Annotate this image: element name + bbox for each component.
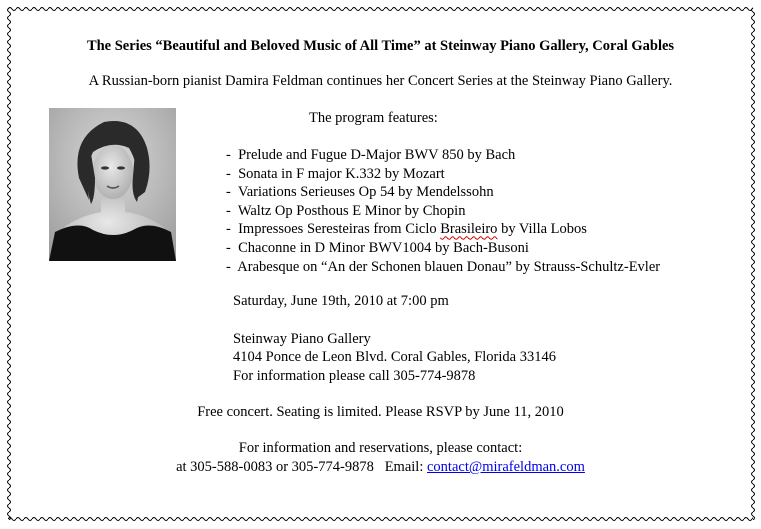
contact-heading: For information and reservations, please contact:	[238, 440, 523, 456]
program-heading: The program features:	[309, 110, 438, 126]
list-item: - Prelude and Fugue D-Major BWV 850 by Bach	[226, 147, 516, 163]
contact-line	[0, 458, 761, 476]
contact-phones: at 305-588-0083 or 305-774-9878	[176, 459, 374, 475]
venue-name: Steinway Piano Gallery	[233, 331, 371, 347]
list-item: - Impressoes Seresteiras from Ciclo Brasileiro by Villa Lobos	[226, 221, 587, 238]
program-list	[226, 146, 660, 276]
intro-text: A Russian-born pianist Damira Feldman continues her Concert Series at the Steinway Piano Gallery.	[88, 73, 673, 89]
list-item: - Arabesque on “An der Schonen blauen Donau” by Strauss-Schultz-Evler	[226, 258, 661, 275]
pianist-photo	[49, 108, 176, 261]
list-item: - Chaconne in D Minor BWV1004 by Bach-Busoni	[226, 239, 529, 256]
email-link[interactable]: contact@mirafeldman.com	[427, 459, 585, 475]
free-concert-note: Free concert. Seating is limited. Please RSVP by June 11, 2010	[197, 404, 564, 420]
concert-date: Saturday, June 19th, 2010 at 7:00 pm	[233, 293, 449, 309]
list-item: - Sonata in F major K.332 by Mozart	[226, 165, 445, 182]
list-item: - Waltz Op Posthous E Minor by Chopin	[226, 202, 466, 219]
page-title: The Series “Beautiful and Beloved Music of All Time” at Steinway Piano Gallery, Coral Gables	[86, 38, 675, 54]
list-item: - Variations Serieuses Op 54 by Mendelssohn	[226, 184, 494, 201]
venue-address: 4104 Ponce de Leon Blvd. Coral Gables, Florida 33146	[233, 349, 556, 365]
spellcheck-flagged-word[interactable]: Brasileiro	[440, 221, 498, 238]
venue-info: For information please call 305-774-9878	[233, 368, 476, 384]
email-label: Email:	[384, 459, 424, 475]
